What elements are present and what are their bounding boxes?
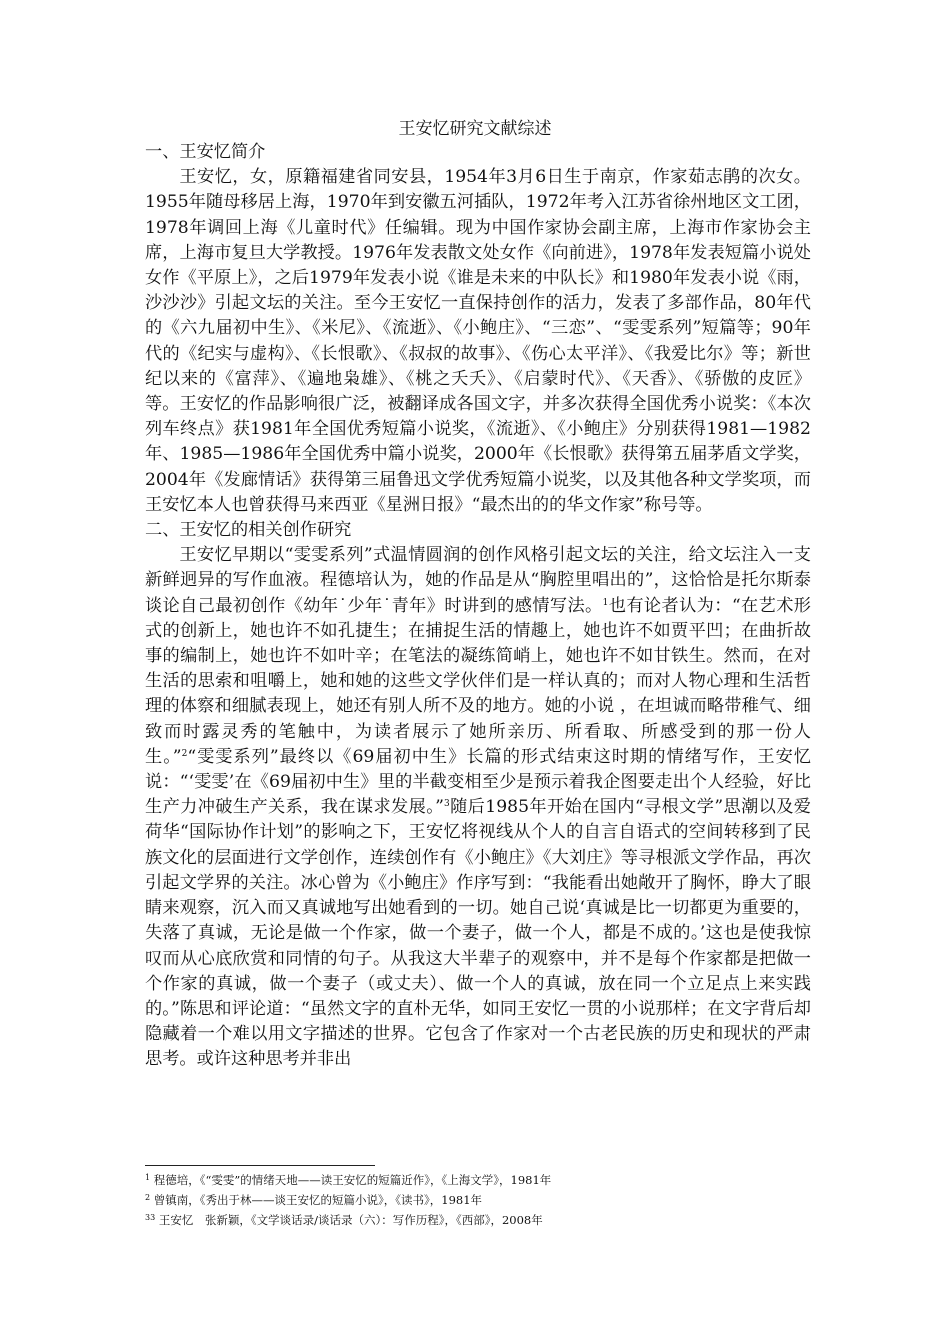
section-heading-research: 二、王安忆的相关创作研究 xyxy=(145,520,352,541)
footnote-3 xyxy=(145,1210,811,1230)
research-text-part-4: 随后1985年开始在国内“寻根文学”思潮以及爱荷华“国际协作计划”的影响之下，王安忆将视线从个人的自言自语式的空间转移到了民族文化的层面进行文学创作，连续创作有《小鲍庄》《大刘庄》等寻根派文学作品，再次引起文学界的关注。冰心曾为《小鲍庄》作序写到：“我能看出她敞开了胸怀，睁大了眼睛来观察，沉入而又真诚地写出她看到的一切。她自己说‘真诚是比一切都更为重要的，失落了真诚，无论是做一个作家，做一个妻子，做一个人，都是不成的。’这也是使我惊叹而从心底欣赏和同情的句子。从我这大半辈子的观察中，并不是每个作家都是把做一个作家的真诚，做一个妻子（或丈夫）、做一个人的真诚，放在同一个立足点上来实践的。”陈思和评论道：“虽然文字的直朴无华，如同王安忆一贯的小说那样；在文字背后却隐藏着一个难以用文字描述的世界。它包含了作家对一个古老民族的历史和现状的严肃思考。或许这种思考并非出 xyxy=(145,797,811,1070)
section-heading-intro: 一、王安忆简介 xyxy=(145,142,266,162)
footnote-text: 程德培，《“雯雯”的情绪天地——读王安忆的短篇近作》，《上海文学》，1981年 xyxy=(153,1173,552,1187)
document-body xyxy=(145,140,811,1073)
footnote-mark: 1 xyxy=(145,1173,151,1182)
footnote-ref-1[interactable]: 1 xyxy=(602,597,609,608)
footnote-mark: 33 xyxy=(145,1213,156,1222)
research-text-part-1: 王安忆早期以“雯雯系列”式温情圆润的创作风格引起文坛的关注，给文坛注入一支新鲜迥异的写作血液。程德培认为，她的作品是从“胸腔里唱出的”，这恰恰是托尔斯泰谈论自己最初创作《幼年˙少年˙青年》时讲到的感情写法。 xyxy=(145,545,811,616)
footnote-2 xyxy=(145,1190,811,1210)
footnote-ref-2[interactable]: 2 xyxy=(181,748,188,759)
footnote-1 xyxy=(145,1170,811,1190)
footnote-text: 王安忆 张新颖，《文学谈话录/谈话录（六）：写作历程》，《西部》，2008年 xyxy=(158,1213,543,1227)
footnote-separator xyxy=(145,1165,375,1166)
footnotes xyxy=(145,1170,811,1230)
footnote-text: 曾镇南，《秀出于林——谈王安忆的短篇小说》，《读书》，1981年 xyxy=(153,1193,483,1207)
research-text-part-2: 也有论者认为：“在艺术形式的创新上，她也许不如孔捷生；在捕捉生活的情趣上，她也许不如贾平凹；在曲折故事的编制上，她也许不如叶辛；在笔法的凝练简峭上，她也许不如甘铁生。然而，在对生活的思索和咀嚼上，她和她的这些文学伙伴们是一样认真的；而对人物心理和生活哲理的体察和细腻表现上，她还有别人所不及的地方。她的小说 ，在坦诚而略带稚气、细致而时露灵秀的笔触中，为读者展示了她所亲历、所看取、所感受到的那一份人生。” xyxy=(145,595,811,767)
footnote-mark: 2 xyxy=(145,1193,151,1202)
footnote-ref-3[interactable]: 3 xyxy=(443,799,450,810)
intro-paragraph: 王安忆，女，原籍福建省同安县，1954年3月6日生于南京，作家茹志鹃的次女。1955年随母移居上海，1970年到安徽五河插队，1972年考入江苏省徐州地区文工团，1978年调回上海《儿童时代》任编辑。现为中国作家协会副主席，上海市作家协会主席，上海市复旦大学教授。1976年发表散文处女作《向前进》，1978年发表短篇小说处女作《平原上》，之后1979年发表小说《谁是未来的中队长》和1980年发表小说《雨，沙沙沙》引起文坛的关注。至今王安忆一直保持创作的活力，发表了多部作品，80年代的《六九届初中生》、《米尼》、《流逝》、《小鲍庄》、“三恋”、“雯雯系列”短篇等；90年代的《纪实与虚构》、《长恨歌》、《叔叔的故事》、《伤心太平洋》、《我爱比尔》等；新世纪以来的《富萍》、《遍地枭雄》、《桃之夭夭》、《启蒙时代》、《天香》、《骄傲的皮匠》等。王安忆的作品影响很广泛，被翻译成各国文字，并多次获得全国优秀小说奖：《本次列车终点》获1981年全国优秀短篇小说奖，《流逝》、《小鲍庄》分别获得1981—1982年、1985—1986年全国优秀中篇小说奖，2000年《长恨歌》获得第五届茅盾文学奖，2004年《发廊情话》获得第三届鲁迅文学优秀短篇小说奖，以及其他各种文学奖项，而王安忆本人也曾获得马来西亚《星洲日报》“最杰出的的华文作家”称号等。 xyxy=(145,167,811,515)
research-paragraph xyxy=(145,543,811,1072)
research-text-part-3: “雯雯系列”最终以《69届初中生》长篇的形式结束这时期的情绪写作，王安忆说：“‘雯雯’在《69届初中生》里的半截变相至少是预示着我企图要走出个人经验，好比生产力冲破生产关系，我在谋求发展。” xyxy=(145,746,811,818)
document-title: 王安忆研究文献综述 xyxy=(398,119,552,139)
